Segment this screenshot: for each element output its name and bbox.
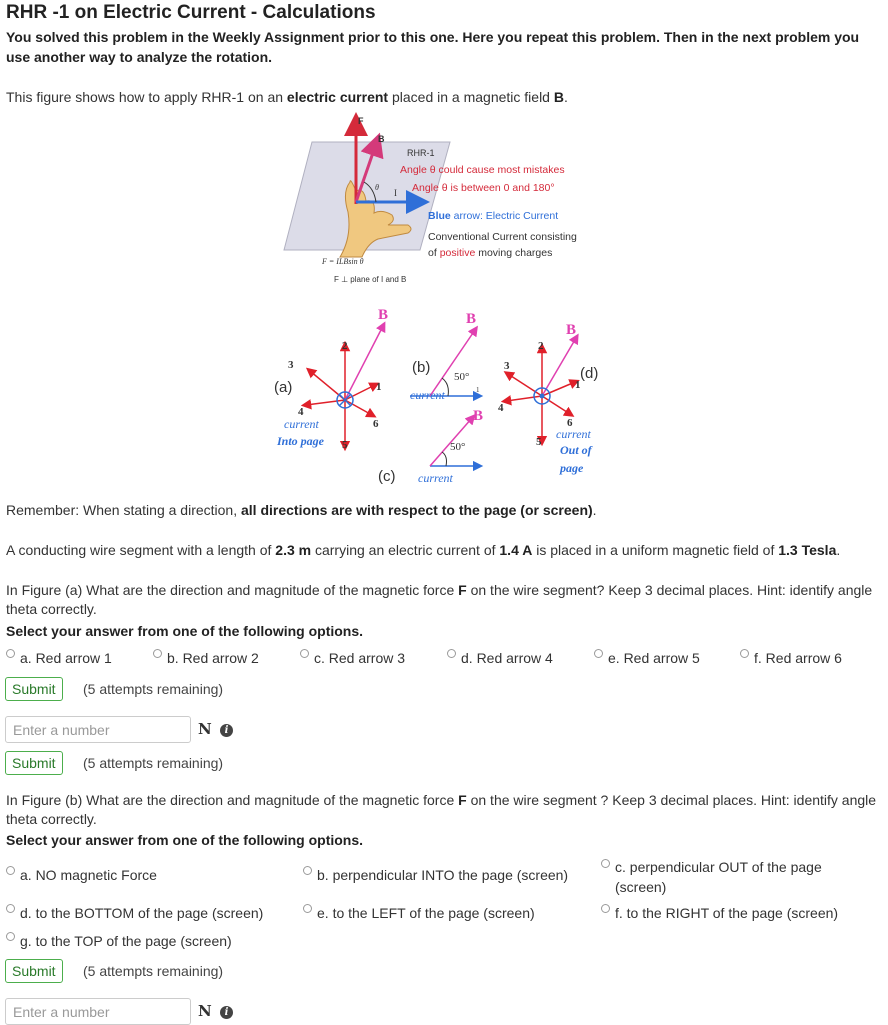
- problem-statement: [6, 541, 840, 560]
- option-label: c. perpendicular OUT of the page (screen): [615, 859, 822, 895]
- option-label: b. perpendicular INTO the page (screen): [317, 867, 569, 883]
- f-label: F: [358, 116, 364, 126]
- radio-button[interactable]: [447, 649, 456, 658]
- i-label: I: [394, 188, 397, 198]
- question-a-option-c[interactable]: [300, 650, 405, 666]
- a-num-6: 6: [373, 418, 379, 430]
- a-into-page-text: Into page: [277, 434, 325, 448]
- c-angle-arc: [442, 452, 447, 466]
- b-b-label: B: [466, 311, 477, 327]
- figure-description-bold-b: B: [553, 89, 564, 105]
- question-a-force: F: [458, 582, 467, 598]
- question-a-attempts: (5 attempts remaining): [83, 681, 224, 697]
- radio-button[interactable]: [300, 649, 309, 658]
- question-a-text: [6, 581, 882, 619]
- question-b-option-b[interactable]: [303, 867, 568, 883]
- question-b-text-2: on the wire segment ? Keep 3 decimal places. Hint: identify angle theta correctly.: [6, 792, 877, 827]
- remember-text: Remember: When stating a direction,: [6, 502, 241, 518]
- question-b-select-label: Select your answer from one of the following options.: [6, 832, 364, 848]
- question-a-attempts-2: (5 attempts remaining): [83, 755, 224, 771]
- a-num-5: 5: [342, 439, 348, 451]
- radio-button[interactable]: [740, 649, 749, 658]
- option-label: a. Red arrow 1: [20, 650, 112, 666]
- perp-label: F ⊥ plane of I and B: [334, 275, 407, 284]
- radio-button[interactable]: [153, 649, 162, 658]
- option-label: b. Red arrow 2: [167, 650, 259, 666]
- b-label: B: [378, 134, 385, 144]
- question-b-option-f[interactable]: [601, 905, 838, 921]
- cases-figure: [270, 298, 620, 490]
- question-a-option-b[interactable]: [153, 650, 259, 666]
- a-num-3: 3: [288, 359, 294, 371]
- radio-button[interactable]: [6, 866, 15, 875]
- blue-arrow-note: [428, 210, 558, 222]
- question-a-number-input[interactable]: [5, 716, 191, 743]
- question-b-text: [6, 791, 882, 829]
- question-a-text-2: on the wire segment? Keep 3 decimal places. Hint: identify angle theta correctly.: [6, 582, 873, 617]
- a-num-2: 2: [342, 340, 348, 352]
- d-num-4: 4: [498, 402, 504, 414]
- question-b-force: F: [458, 792, 467, 808]
- figure-description-bold: electric current: [286, 89, 389, 105]
- case-b: [410, 311, 480, 402]
- a-arrow-4: [306, 400, 345, 405]
- option-label: f. Red arrow 6: [754, 650, 842, 666]
- note-angle-range: Angle θ is between 0 and 180°: [412, 182, 555, 194]
- d-num-5: 5: [536, 436, 542, 448]
- question-a-unit: N: [198, 720, 212, 738]
- d-out-of-text: Out of: [560, 443, 592, 457]
- radio-button[interactable]: [594, 649, 603, 658]
- d-page-text: page: [560, 461, 584, 475]
- d-arrow-6: [542, 396, 570, 414]
- info-icon[interactable]: i: [220, 1006, 233, 1019]
- figure-description-end: .: [563, 89, 568, 105]
- c-b-label: B: [473, 408, 484, 424]
- a-label: (a): [274, 379, 293, 396]
- b-current-text: current: [410, 388, 445, 402]
- radio-button[interactable]: [601, 904, 610, 913]
- option-label: a. NO magnetic Force: [20, 867, 157, 883]
- d-b-label: B: [566, 322, 577, 338]
- b-b-arrow: [430, 330, 475, 396]
- d-num-6: 6: [567, 417, 573, 429]
- info-icon[interactable]: i: [220, 724, 233, 737]
- d-num-1: 1: [575, 379, 581, 391]
- question-a-option-e[interactable]: [594, 650, 700, 666]
- radio-button[interactable]: [601, 859, 610, 868]
- radio-button[interactable]: [6, 932, 15, 941]
- rhr-label: RHR-1: [407, 148, 435, 158]
- d-arrow-4: [506, 396, 542, 401]
- d-num-2: 2: [538, 340, 544, 352]
- radio-button[interactable]: [303, 866, 312, 875]
- question-b-option-e[interactable]: [303, 905, 535, 921]
- problem-text-1: A conducting wire segment with a length of: [6, 542, 276, 558]
- question-b-option-a[interactable]: [6, 867, 157, 883]
- option-label: e. Red arrow 5: [608, 650, 700, 666]
- question-a-option-f[interactable]: [740, 650, 842, 666]
- note-angle-mistakes: Angle θ could cause most mistakes: [400, 164, 565, 176]
- d-b-arrow: [542, 338, 576, 396]
- radio-button[interactable]: [303, 904, 312, 913]
- d-num-3: 3: [504, 360, 510, 372]
- question-b-option-d[interactable]: [6, 905, 263, 921]
- theta-label: θ: [375, 183, 379, 192]
- figure-description-text: This figure shows how to apply RHR-1 on an: [6, 89, 287, 105]
- option-label: d. to the BOTTOM of the page (screen): [20, 905, 264, 921]
- problem-text-3: is placed in a uniform magnetic field of: [532, 542, 779, 558]
- question-b-option-g[interactable]: [6, 933, 232, 949]
- option-label: d. Red arrow 4: [461, 650, 553, 666]
- question-b-number-input[interactable]: [5, 998, 191, 1025]
- question-b-text-1: In Figure (b) What are the direction and magnitude of the magnetic force: [6, 792, 459, 808]
- conv-of: of: [428, 247, 440, 259]
- question-a-option-d[interactable]: [447, 650, 553, 666]
- conv-positive: positive: [439, 247, 476, 259]
- b-one-label: 1: [476, 386, 480, 394]
- conventional-note: Conventional Current consisting: [428, 231, 577, 243]
- b-angle-label: 50°: [454, 371, 470, 383]
- c-label: (c): [378, 468, 396, 485]
- figure-description: [6, 88, 568, 107]
- a-num-4: 4: [298, 406, 304, 418]
- a-current-text: current: [284, 417, 319, 431]
- question-a-submit-button-2[interactable]: Submit: [5, 751, 63, 775]
- case-c: [378, 408, 483, 485]
- a-b-label: B: [378, 307, 389, 323]
- remember-note: [6, 501, 597, 520]
- question-b-option-c[interactable]: [601, 857, 841, 897]
- c-current-text: current: [418, 471, 453, 485]
- d-current-dot: [540, 394, 545, 399]
- question-a-submit-button[interactable]: Submit: [5, 677, 63, 701]
- d-current-text: current: [556, 427, 591, 441]
- c-angle-label: 50°: [450, 441, 466, 453]
- problem-field: 1.3 Tesla: [778, 542, 837, 558]
- radio-button[interactable]: [6, 904, 15, 913]
- d-arrow-3: [508, 374, 542, 396]
- question-a-select-label: Select your answer from one of the following options.: [6, 623, 364, 639]
- radio-button[interactable]: [6, 649, 15, 658]
- blue-word: Blue: [428, 210, 451, 222]
- question-a-text-1: In Figure (a) What are the direction and magnitude of the magnetic force: [6, 582, 459, 598]
- question-b-unit: N: [198, 1002, 212, 1020]
- blue-rest: arrow: Electric Current: [450, 210, 559, 222]
- problem-current: 1.4 A: [499, 542, 533, 558]
- a-num-1: 1: [376, 381, 382, 393]
- option-label: e. to the LEFT of the page (screen): [317, 905, 535, 921]
- remember-bold: all directions are with respect to the page (or screen): [241, 502, 593, 518]
- case-a: [274, 307, 388, 451]
- intro-text: You solved this problem in the Weekly Assignment prior to this one. Here you repeat this problem. Then in the next problem you use another way to analyze the rotation.: [6, 29, 860, 65]
- b-label: (b): [412, 359, 431, 376]
- formula-label: F = ILBsin θ: [322, 257, 364, 266]
- problem-text-4: .: [836, 542, 841, 558]
- option-label: g. to the TOP of the page (screen): [20, 933, 232, 949]
- remember-end: .: [592, 502, 597, 518]
- case-d: [498, 322, 598, 475]
- question-b-attempts: (5 attempts remaining): [83, 963, 224, 979]
- conv-rest: moving charges: [475, 247, 553, 259]
- page-title: RHR -1 on Electric Current - Calculations: [6, 2, 376, 23]
- question-b-submit-button[interactable]: Submit: [5, 959, 63, 983]
- problem-length: 2.3 m: [275, 542, 312, 558]
- problem-text-2: carrying an electric current of: [311, 542, 500, 558]
- figure-description-text-2: placed in a magnetic field: [388, 89, 554, 105]
- conventional-note-2: [428, 247, 552, 259]
- d-label: (d): [580, 365, 599, 382]
- question-a-option-a[interactable]: [6, 650, 112, 666]
- option-label: f. to the RIGHT of the page (screen): [615, 905, 839, 921]
- option-label: c. Red arrow 3: [314, 650, 406, 666]
- rhr-figure: [270, 112, 615, 292]
